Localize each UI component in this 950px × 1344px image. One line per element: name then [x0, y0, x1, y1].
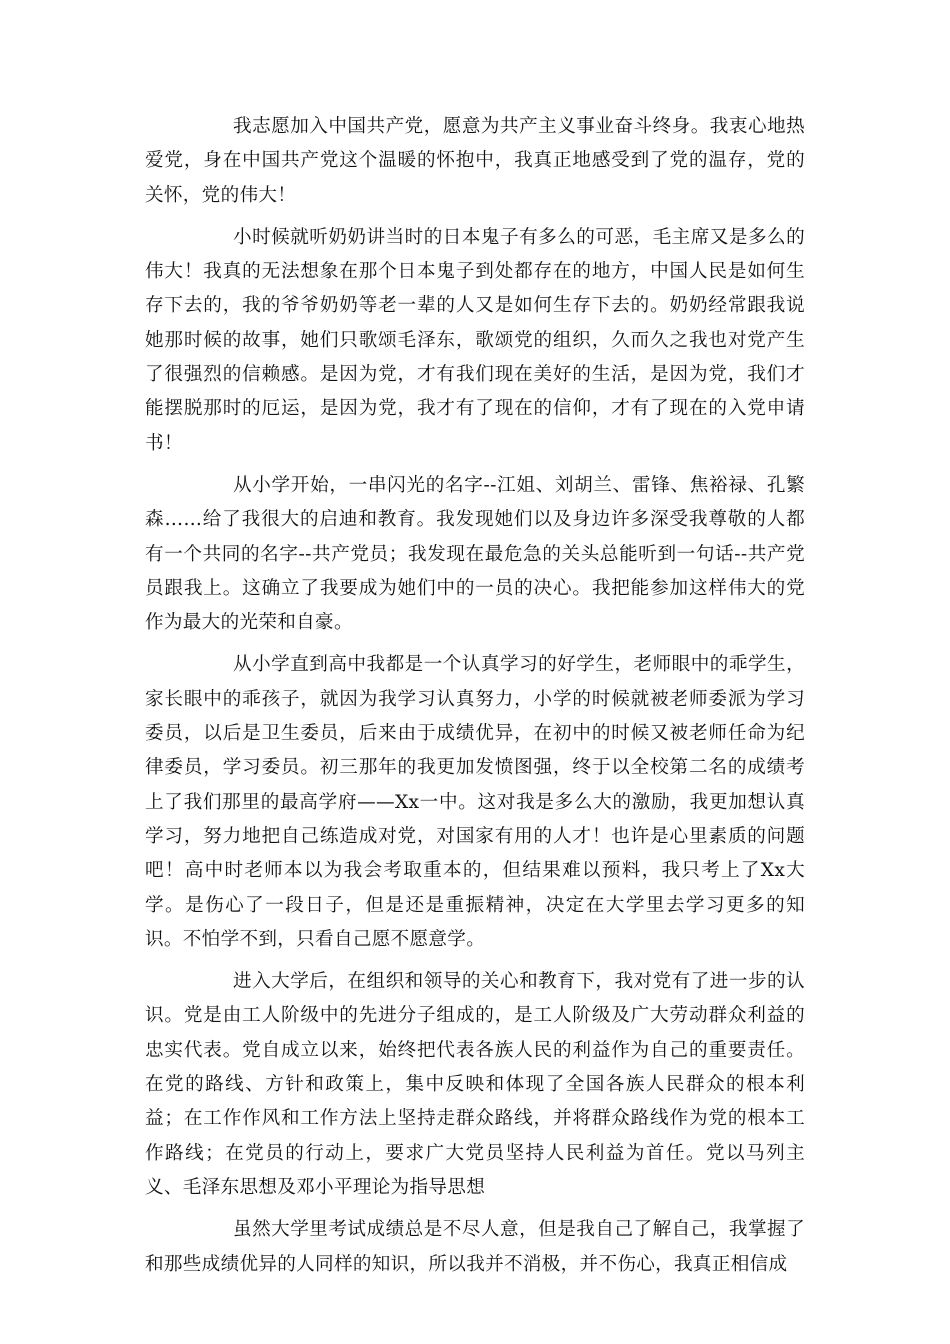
paragraph-3: 从小学开始，一串闪光的名字--江姐、刘胡兰、雷锋、焦裕禄、孔繁森……给了我很大的启迪和教育。我发现她们以及身边许多深受我尊敬的人都有一个共同的名字--共产党员；我发现在最危急的关头总能听到一句话--共产党员跟我上。这确立了我要成为她们中的一员的决心。我把能参加这样伟大的党作为最大的光荣和自豪。 [145, 474, 805, 634]
paragraph-1: 我志愿加入中国共产党，愿意为共产主义事业奋斗终身。我衷心地热爱党，身在中国共产党这个温暖的怀抱中，我真正地感受到了党的温存，党的关怀，党的伟大！ [145, 116, 805, 206]
paragraph-5: 进入大学后，在组织和领导的关心和教育下，我对党有了进一步的认识。党是由工人阶级中的先进分子组成的，是工人阶级及广大劳动群众利益的忠实代表。党自成立以来，始终把代表各族人民的利益作为自己的重要责任。在党的路线、方针和政策上，集中反映和体现了全国各族人民群众的根本利益；在工作作风和工作方法上坚持走群众路线，并将群众路线作为党的根本工作路线；在党员的行动上，要求广大党员坚持人民利益为首任。党以马列主义、毛泽东思想及邓小平理论为指导思想 [145, 971, 805, 1198]
paragraph-6: 虽然大学里考试成绩总是不尽人意，但是我自己了解自己，我掌握了和那些成绩优异的人同样的知识，所以我并不消极，并不伤心，我真正相信成 [145, 1219, 805, 1275]
paragraph-4: 从小学直到高中我都是一个认真学习的好学生，老师眼中的乖学生，家长眼中的乖孩子，就因为我学习认真努力，小学的时候就被老师委派为学习委员，以后是卫生委员，后来由于成绩优异，在初中的时候又被老师任命为纪律委员，学习委员。初三那年的我更加发愤图强，终于以全校第二名的成绩考上了我们那里的最高学府——Xx一中。这对我是多么大的激励，我更加想认真学习，努力地把自己练造成对党，对国家有用的人才！也许是心里素质的问题吧！高中时老师本以为我会考取重本的，但结果难以预料，我只考上了Xx大学。是伤心了一段日子，但是还是重振精神，决定在大学里去学习更多的知识。不怕学不到，只看自己愿不愿意学。 [145, 654, 805, 950]
paragraph-2: 小时候就听奶奶讲当时的日本鬼子有多么的可恶，毛主席又是多么的伟大！我真的无法想象在那个日本鬼子到处都存在的地方，中国人民是如何生存下去的，我的爷爷奶奶等老一辈的人又是如何生存下去的。奶奶经常跟我说她那时候的故事，她们只歌颂毛泽东，歌颂党的组织，久而久之我也对党产生了很强烈的信赖感。是因为党，才有我们现在美好的生活，是因为党，我们才能摆脱那时的厄运，是因为党，我才有了现在的信仰，才有了现在的入党申请书！ [145, 226, 805, 454]
document-page [145, 110, 805, 1290]
